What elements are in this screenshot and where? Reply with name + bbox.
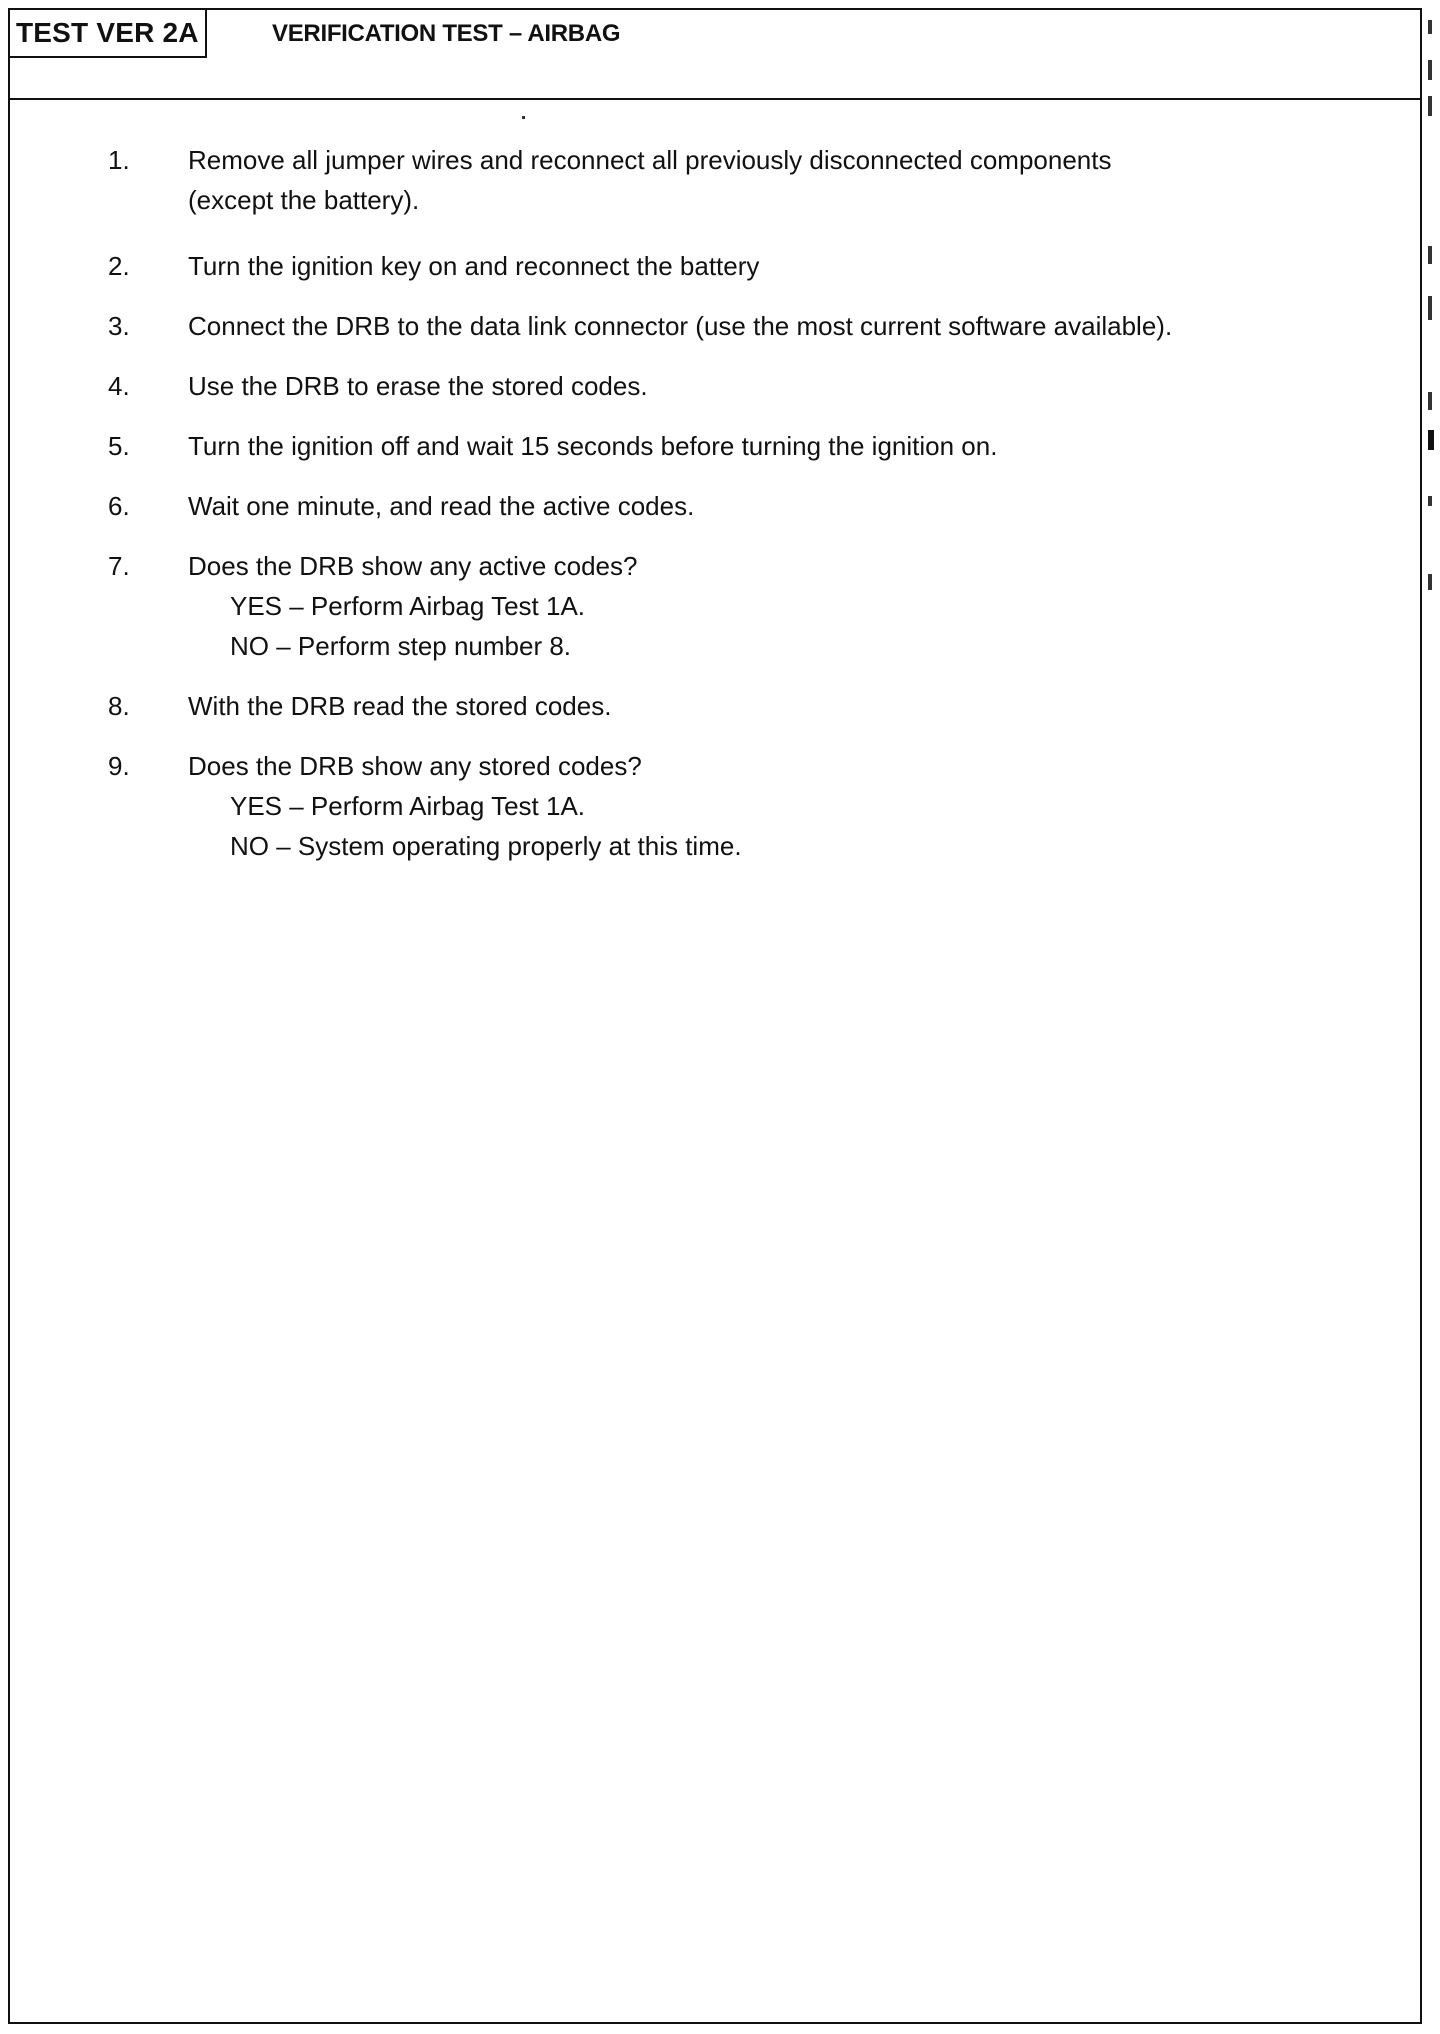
edge-artifact xyxy=(1428,20,1432,34)
edge-artifact xyxy=(1428,392,1432,410)
step-text xyxy=(188,546,1398,666)
step-number: 8. xyxy=(108,691,130,721)
step-number: 7. xyxy=(108,551,130,581)
test-title: VERIFICATION TEST – AIRBAG xyxy=(272,20,621,47)
step-number: 9. xyxy=(108,751,130,781)
edge-artifact xyxy=(1428,96,1432,116)
step-line: Remove all jumper wires and reconnect all previously disconnected components xyxy=(188,145,1112,175)
edge-artifact xyxy=(1428,430,1434,450)
edge-artifact xyxy=(1428,60,1432,80)
edge-artifact xyxy=(1428,496,1432,506)
page-frame xyxy=(8,8,1422,2024)
answer-yes: YES – Perform Airbag Test 1A. xyxy=(230,791,586,821)
step-text: Use the DRB to erase the stored codes. xyxy=(188,371,648,401)
step-number: 6. xyxy=(108,491,130,521)
step-question: Does the DRB show any active codes? xyxy=(188,551,638,581)
edge-artifact xyxy=(1428,296,1432,320)
step-number: 5. xyxy=(108,431,130,461)
step-text: With the DRB read the stored codes. xyxy=(188,691,612,721)
step-number: 1. xyxy=(108,145,130,175)
step-text: Turn the ignition key on and reconnect the battery xyxy=(188,251,760,281)
step-text: Turn the ignition off and wait 15 seconds before turning the ignition on. xyxy=(188,431,998,461)
answer-no: NO – Perform step number 8. xyxy=(230,631,572,661)
step-question: Does the DRB show any stored codes? xyxy=(188,751,642,781)
step-number: 2. xyxy=(108,251,130,281)
edge-artifact xyxy=(1428,246,1432,264)
edge-artifact xyxy=(1428,574,1432,590)
test-header xyxy=(10,10,1420,100)
step-number: 3. xyxy=(108,311,130,341)
step-text: Connect the DRB to the data link connector (use the most current software available). xyxy=(188,311,1173,341)
step-line: (except the battery). xyxy=(188,185,420,215)
step-text xyxy=(188,140,1398,220)
scan-speck xyxy=(522,116,525,119)
answer-no: NO – System operating properly at this time. xyxy=(230,831,742,861)
step-text xyxy=(188,746,1398,866)
answer-yes: YES – Perform Airbag Test 1A. xyxy=(230,591,586,621)
step-number: 4. xyxy=(108,371,130,401)
step-text: Wait one minute, and read the active codes. xyxy=(188,491,695,521)
test-id-label: TEST VER 2A xyxy=(10,10,207,58)
